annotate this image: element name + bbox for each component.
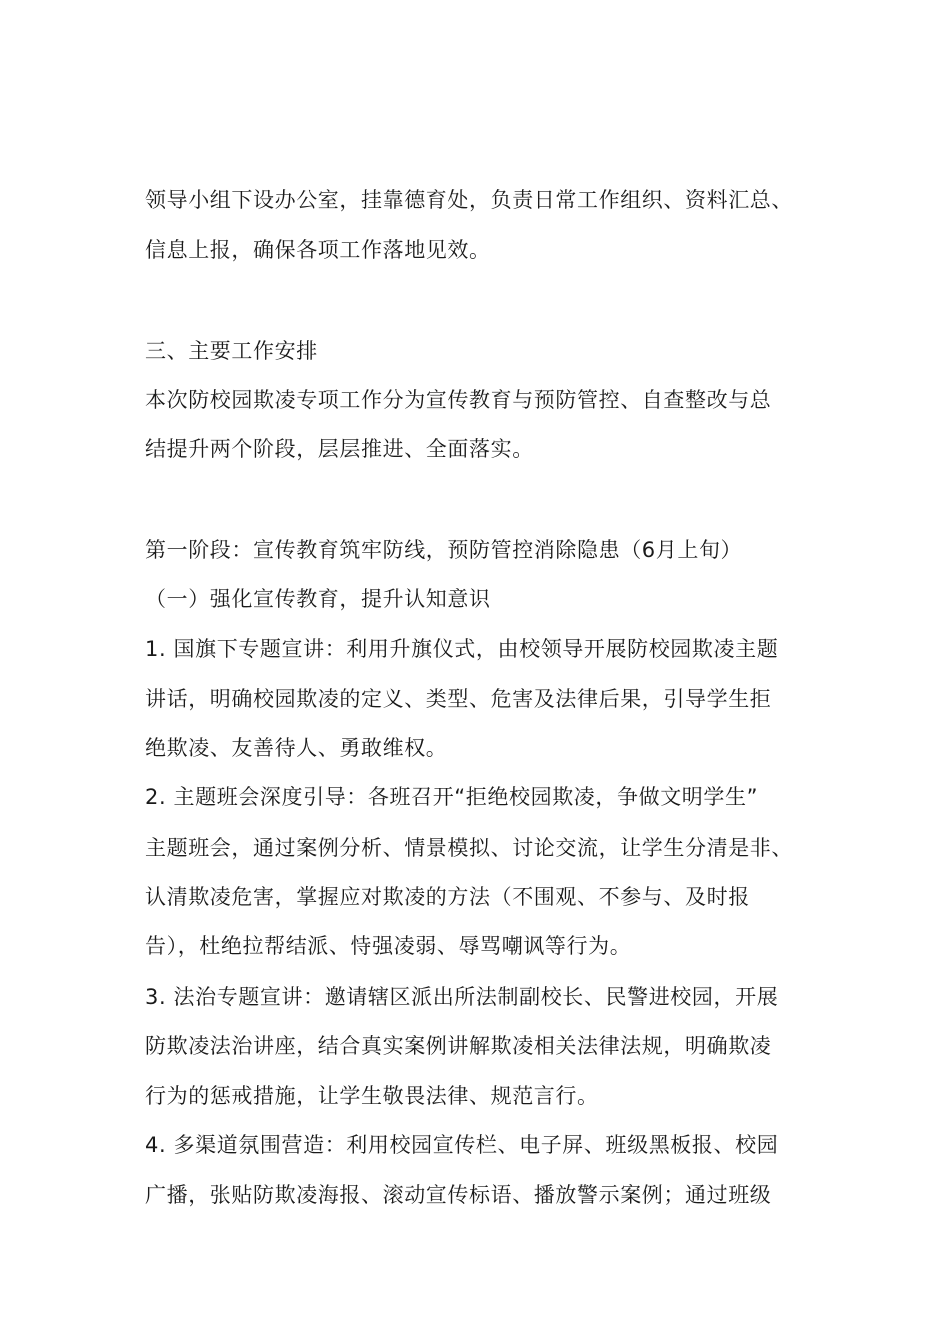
body-text-line: 信息上报，确保各项工作落地见效。 [145, 238, 491, 262]
list-item-line: 绝欺凌、友善待人、勇敢维权。 [145, 736, 448, 760]
list-item-line: 告），杜绝拉帮结派、恃强凌弱、辱骂嘲讽等行为。 [145, 934, 632, 958]
section-heading: 三、主要工作安排 [145, 339, 318, 363]
list-item-line: 行为的惩戒措施，让学生敬畏法律、规范言行。 [145, 1084, 599, 1108]
list-item-line: 认清欺凌危害，掌握应对欺凌的方法（不围观、不参与、及时报 [145, 885, 750, 909]
body-text-line: 本次防校园欺凌专项工作分为宣传教育与预防管控、自查整改与总 [145, 388, 772, 412]
body-text-line: 领导小组下设办公室，挂靠德育处，负责日常工作组织、资料汇总、 [145, 188, 793, 212]
list-item-line: 广播，张贴防欺凌海报、滚动宣传标语、播放警示案例；通过班级 [145, 1183, 772, 1207]
list-item-line: 3. 法治专题宣讲：邀请辖区派出所法制副校长、民警进校园，开展 [145, 985, 779, 1009]
list-item-line: 2. 主题班会深度引导：各班召开“拒绝校园欺凌，争做文明学生” [145, 785, 759, 809]
subsection-heading: （一）强化宣传教育，提升认知意识 [145, 587, 491, 611]
list-item-line: 主题班会，通过案例分析、情景模拟、讨论交流，让学生分清是非、 [145, 836, 793, 860]
list-item-line: 讲话，明确校园欺凌的定义、类型、危害及法律后果，引导学生拒 [145, 687, 772, 711]
phase-heading: 第一阶段：宣传教育筑牢防线，预防管控消除隐患（6月上旬） [145, 538, 743, 562]
body-text-line: 结提升两个阶段，层层推进、全面落实。 [145, 437, 534, 461]
list-item-line: 防欺凌法治讲座，结合真实案例讲解欺凌相关法律法规，明确欺凌 [145, 1034, 772, 1058]
list-item-line: 4. 多渠道氛围营造：利用校园宣传栏、电子屏、班级黑板报、校园 [145, 1133, 779, 1157]
list-item-line: 1. 国旗下专题宣讲：利用升旗仪式，由校领导开展防校园欺凌主题 [145, 637, 779, 661]
